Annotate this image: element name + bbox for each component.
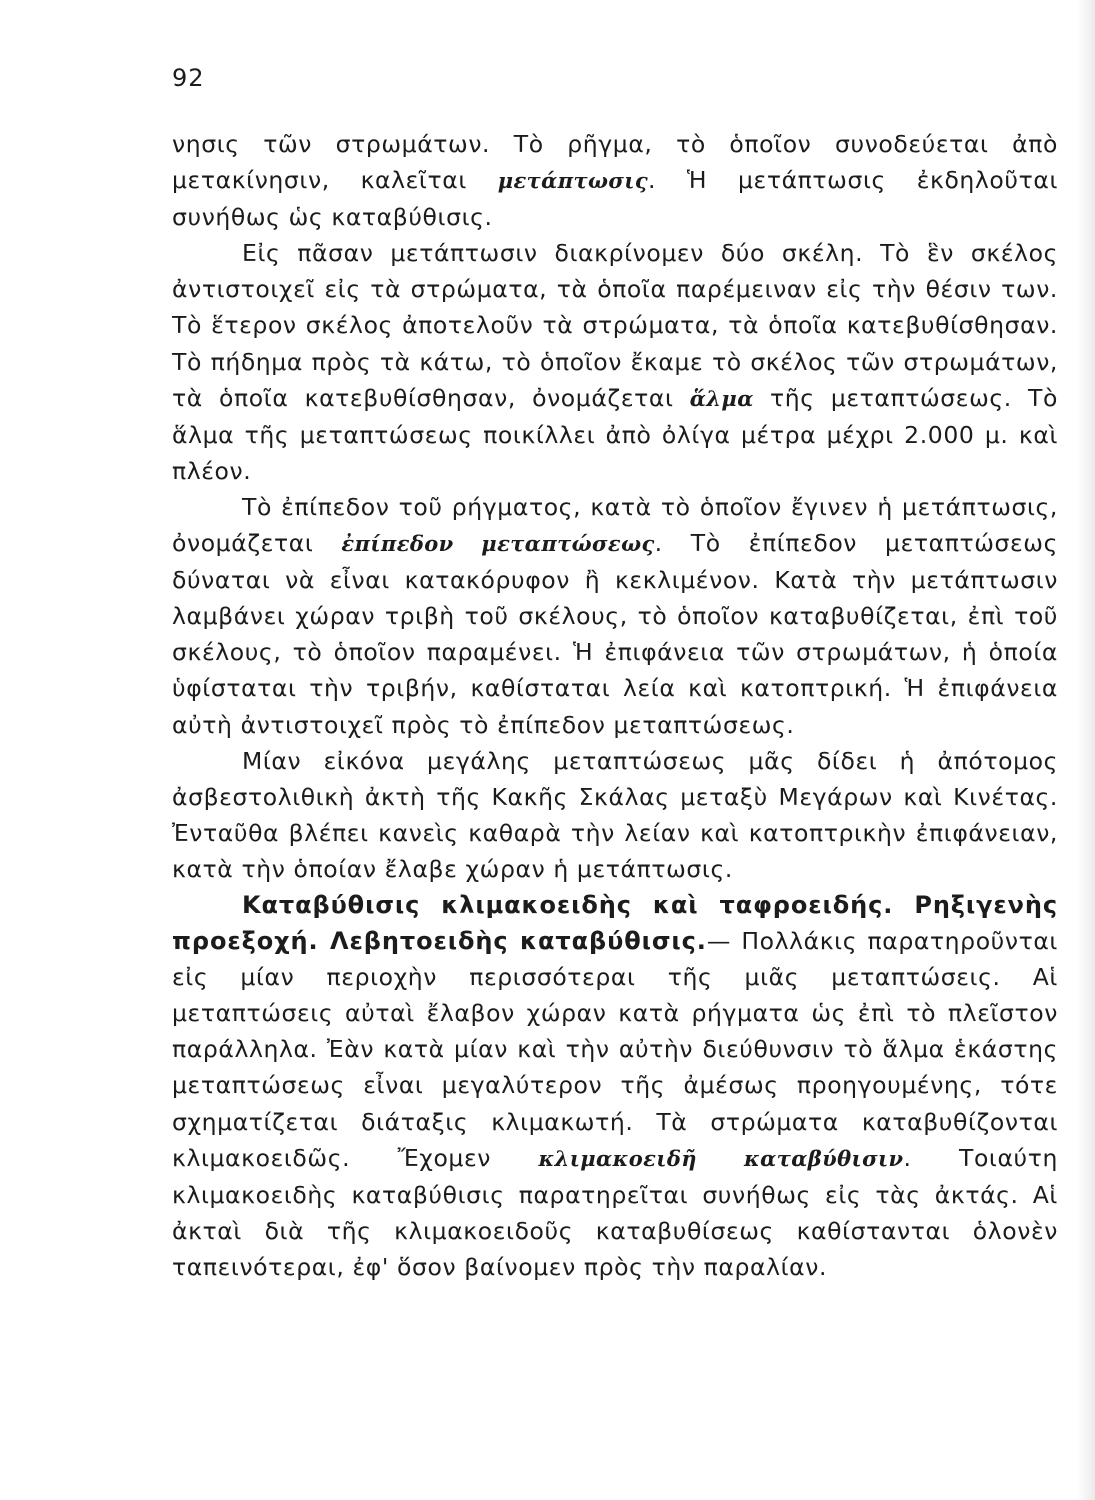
paragraph-5-text-b: . Τοιαύτη κλιμακοειδὴς καταβύθισις παρατηρεῖται συνήθως εἰς τὰς ἀκτάς. Αἱ ἀκταὶ διὰ τῆς κλιμακοειδοῦς καταβυθίσεως καθίστανται ὁλονὲν ταπεινότεραι, ἐφ' ὅσον βαίνομεν πρὸς τὴν παραλίαν. [172,1143,1058,1281]
paragraph-3 [172,489,1058,743]
scan-edge-shadow [1077,0,1095,1500]
paragraph-5-text-a: — Πολλάκις παρατηροῦνται εἰς μίαν περιοχὴν περισσότεραι τῆς μιᾶς μεταπτώσεις. Αἱ μεταπτώσεις αὐταὶ ἔλαβον χώραν κατὰ ρήγματα ὡς ἐπὶ τὸ πλεῖστον παράλληλα. Ἐὰν κατὰ μίαν καὶ τὴν αὐτὴν διεύθυνσιν τὸ ἅλμα ἑκάστης μεταπτώσεως εἶναι μεγαλύτερον τῆς ἀμέσως προηγουμένης, τότε σχηματίζεται διάταξις κλιμακωτή. Τὰ στρώματα καταβυθίζονται κλιμακοειδῶς. Ἔχομεν [172,927,1058,1172]
paragraph-3-text-a: Τὸ ἐπίπεδον τοῦ ρήγματος, κατὰ τὸ ὁποῖον ἔγινεν ἡ μετάπτωσις, ὀνομάζεται [172,492,1058,558]
paragraph-2-text-a: Εἰς πᾶσαν μετάπτωσιν διακρίνομεν δύο σκέλη. Τὸ ἓν σκέλος ἀντιστοιχεῖ εἰς τὰ στρώματα, τὰ ὁποῖα παρέμειναν εἰς τὴν θέσιν των. Τὸ ἕτερον σκέλος ἀποτελοῦν τὰ στρώματα, τὰ ὁποῖα κατεβυθίσθησαν. Τὸ πήδημα πρὸς τὰ κάτω, τὸ ὁποῖον ἔκαμε τὸ σκέλος τῶν στρωμάτων, τὰ ὁποῖα κατεβυθίσθησαν, ὀνομάζεται [172,239,1058,412]
paragraph-4-text: Μίαν εἰκόνα μεγάλης μεταπτώσεως μᾶς δίδει ἡ ἀπότομος ἀσβεστολιθικὴ ἀκτὴ τῆς Κακῆς Σκάλας μεταξὺ Μεγάρων καὶ Κινέτας. Ἐνταῦθα βλέπει κανεὶς καθαρὰ τὴν λείαν καὶ κατοπτρικὴν ἐπιφάνειαν, κατὰ τὴν ὁποίαν ἔλαβε χώραν ἡ μετάπτωσις. [172,746,1058,883]
paragraph-2 [172,235,1058,489]
paragraph-3-text-b: . Τὸ ἐπίπεδον μεταπτώσεως δύναται νὰ εἶναι κατακόρυφον ἢ κεκλιμένον. Κατὰ τὴν μετάπτωσιν λαμβάνει χώραν τριβὴ τοῦ σκέλους, τὸ ὁποῖον καταβυθίζεται, ἐπὶ τοῦ σκέλους, τὸ ὁποῖον παραμένει. Ἡ ἐπιφάνεια τῶν στρωμάτων, ἡ ὁποία ὑφίσταται τὴν τριβήν, καθίσταται λεία καὶ κατοπτρική. Ἡ ἐπιφάνεια αὐτὴ ἀντιστοιχεῖ πρὸς τὸ ἐπίπεδον μεταπτώσεως. [172,529,1058,739]
page-body [172,126,1058,1285]
paragraph-1-text-b: . Ἡ μετάπτωσις ἐκδηλοῦται συνήθως ὡς καταβύθισις. [172,166,1058,232]
term-halma: ἅλμα [689,385,754,411]
paragraph-4 [172,743,1058,887]
term-klimakoeidi-katavythisin: κλιμακοειδῆ καταβύθισιν [538,1145,904,1171]
paragraph-5 [172,887,1058,1285]
page-number: 92 [172,64,205,92]
term-metaptosis: μετάπτωσις [497,168,649,194]
paragraph-1-text-a: νησις τῶν στρωμάτων. Τὸ ρῆγμα, τὸ ὁποῖον συνοδεύεται ἀπὸ μετακίνησιν, καλεῖται [172,130,1058,195]
term-epipedon-metaptoseos: ἐπίπεδον μεταπτώσεως [341,531,655,557]
paragraph-1 [172,126,1058,235]
paragraph-2-text-b: τῆς μεταπτώσεως. Τὸ ἅλμα τῆς μεταπτώσεως ποικίλλει ἀπὸ ὀλίγα μέτρα μέχρι 2.000 μ. καὶ πλέον. [172,383,1058,485]
section-heading: Καταβύθισις κλιμακοειδὴς καὶ ταφροειδής. Ρηξιγενὴς προεξοχή. Λεβητοειδὴς καταβύθισις. [172,890,1058,956]
